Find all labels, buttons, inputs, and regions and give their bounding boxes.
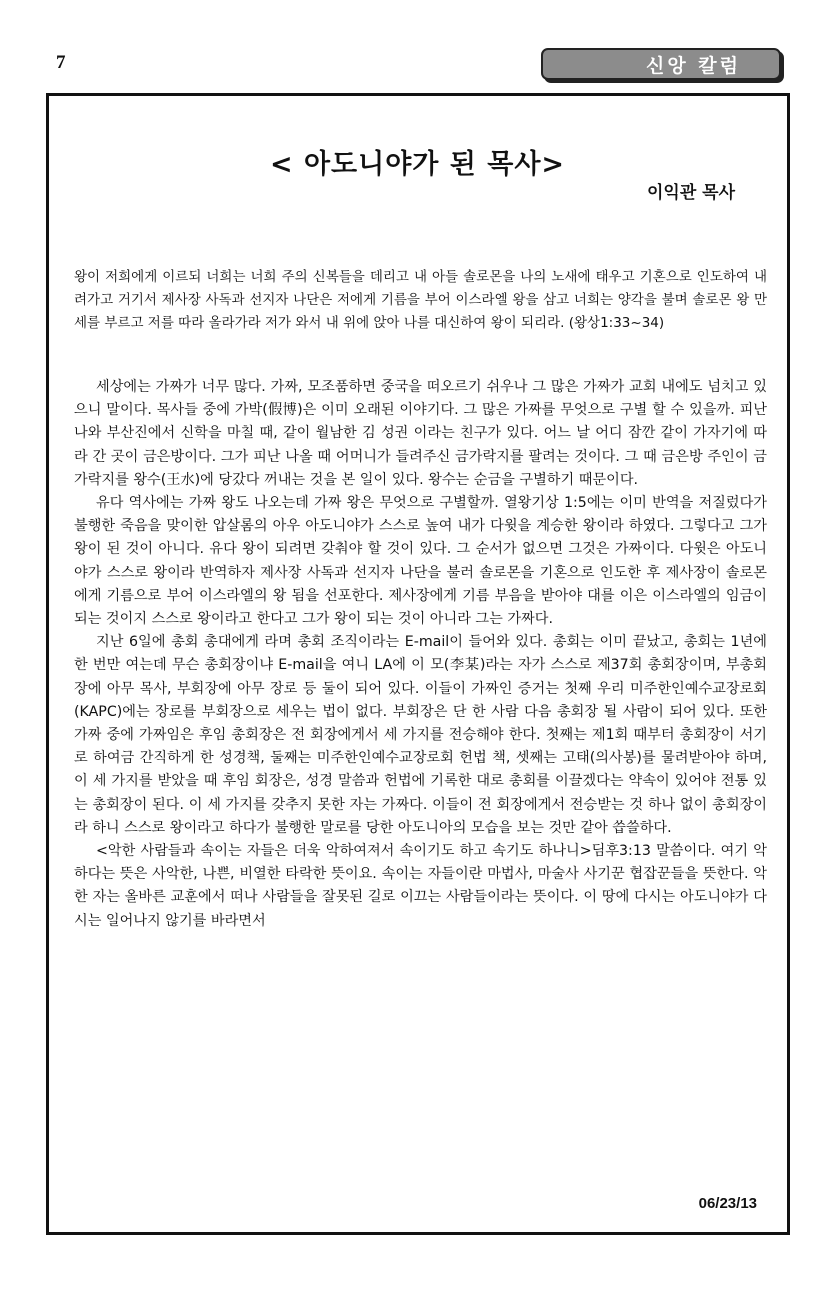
scripture-quote: 왕이 저희에게 이르되 너희는 너희 주의 신복들을 데리고 내 아들 솔로몬을 나의 노새에 태우고 기혼으로 인도하여 내려가고 거기서 제사장 사독과 선지자 나단은 저에게 기름을 부어 이스라엘 왕을 삼고 너희는 양각을 불며 솔로몬 왕 만세를 부르고 저를 따라 올라가라 저가 와서 내 위에 앉아 나를 대신하여 왕이 되리라. (왕상1:33~34) <box>74 269 767 331</box>
page-number: 7 <box>56 52 66 73</box>
body-paragraph: 유다 역사에는 가짜 왕도 나오는데 가짜 왕은 무엇으로 구별할까. 열왕기상 1:5에는 이미 반역을 저질렀다가 불행한 죽음을 맞이한 압살롬의 아우 아도니야가 스스로 높여 내가 다윗을 계승한 왕이라 하였다. 그렇다고 그가 왕이 된 것이 아니다. 유다 왕이 되려면 갖춰야 할 것이 있다. 그 순서가 없으면 그것은 가짜이다. 다윗은 아도니야가 스스로 왕이라 반역하자 제사장 사독과 선지자 나단을 불러 솔로몬을 기혼으로 인도한 후 제사장이 솔로몬에게 기름으로 부어 이스라엘의 왕 됨을 선포한다. 제사장에게 기름 부음을 받아야 대를 이은 이스라엘의 임금이 되는 것이지 스스로 왕이라고 한다고 그가 왕이 되는 것이 아니라 그는 가짜다. <box>74 495 767 628</box>
article-title: < 아도니야가 된 목사> <box>269 149 566 180</box>
article-body <box>74 376 767 933</box>
section-tab-label: 신앙 칼럼 <box>645 54 741 77</box>
body-paragraph: 지난 6일에 총회 총대에게 라며 총회 조직이라는 E-mail이 들어와 있다. 총회는 이미 끝났고, 총회는 1년에 한 번만 여는데 무슨 총회장이냐 E-mail을 여니 LA에 이 모(李某)라는 자가 스스로 제37회 총회장이며, 부총회장에 아무 목사, 부회장에 아무 장로 등 둘이 되어 있다. 이들이 가짜인 증거는 첫째 우리 미주한인예수교장로회(KAPC)에는 장로를 부회장으로 세우는 법이 없다. 부회장은 단 한 사람 다음 총회장 될 사람이 되어 있다. 또한 가짜 중에 가짜임은 후임 총회장은 전 회장에게서 세 가지를 전승해야 한다. 첫째는 제1회 때부터 총회장이 서기로 하여금 간직하게 한 성경책, 둘째는 미주한인예수교장로회 헌법 책, 셋째는 고태(의사봉)를 물려받아야 하며, 이 세 가지를 받았을 때 후임 회장은, 성경 말씀과 헌법에 기록한 대로 총회를 이끌겠다는 약속이 있어야 전통 있는 총회장이 된다. 이 세 가지를 갖추지 못한 자는 가짜다. 이들이 전 회장에게서 전승받는 것 하나 없이 총회장이라 하니 스스로 왕이라고 하다가 불행한 말로를 당한 아도니아의 모습을 보는 것만 같아 씁쓸하다. <box>74 634 767 836</box>
body-paragraph: 세상에는 가짜가 너무 많다. 가짜, 모조품하면 중국을 떠오르기 쉬우나 그 많은 가짜가 교회 내에도 넘치고 있으니 말이다. 목사들 중에 가박(假博)은 이미 오래된 이야기다. 그 많은 가짜를 무엇으로 구별 할 수 있을까. 피난 나와 부산진에서 신학을 마칠 때, 같이 월남한 김 성권 이라는 친구가 있다. 어느 날 어디 잠깐 같이 가자기에 따라 간 곳이 금은방이다. 그가 피난 나올 때 어머니가 들려주신 금가락지를 팔려는 것이다. 그 때 금은방 주인이 금가락지를 왕수(王水)에 당갔다 꺼내는 것을 본 일이 있다. 왕수는 순금을 구별하기 때문이다. <box>74 379 767 488</box>
section-tab <box>541 48 781 80</box>
article-date: 06/23/13 <box>698 1195 757 1212</box>
article-author: 이익관 목사 <box>646 183 735 203</box>
body-paragraph: <악한 사람들과 속이는 자들은 더욱 악하여져서 속이기도 하고 속기도 하나니>딤후3:13 말씀이다. 여기 악하다는 뜻은 사악한, 나쁜, 비열한 타락한 뜻이요. 속이는 자들이란 마법사, 마술사 사기꾼 협잡꾼들을 뜻한다. 악한 자는 올바른 교훈에서 떠나 사람들을 잘못된 길로 이끄는 사람들이라는 뜻이다. 이 땅에 다시는 아도니야가 다시는 일어나지 않기를 바라면서 <box>74 843 768 929</box>
